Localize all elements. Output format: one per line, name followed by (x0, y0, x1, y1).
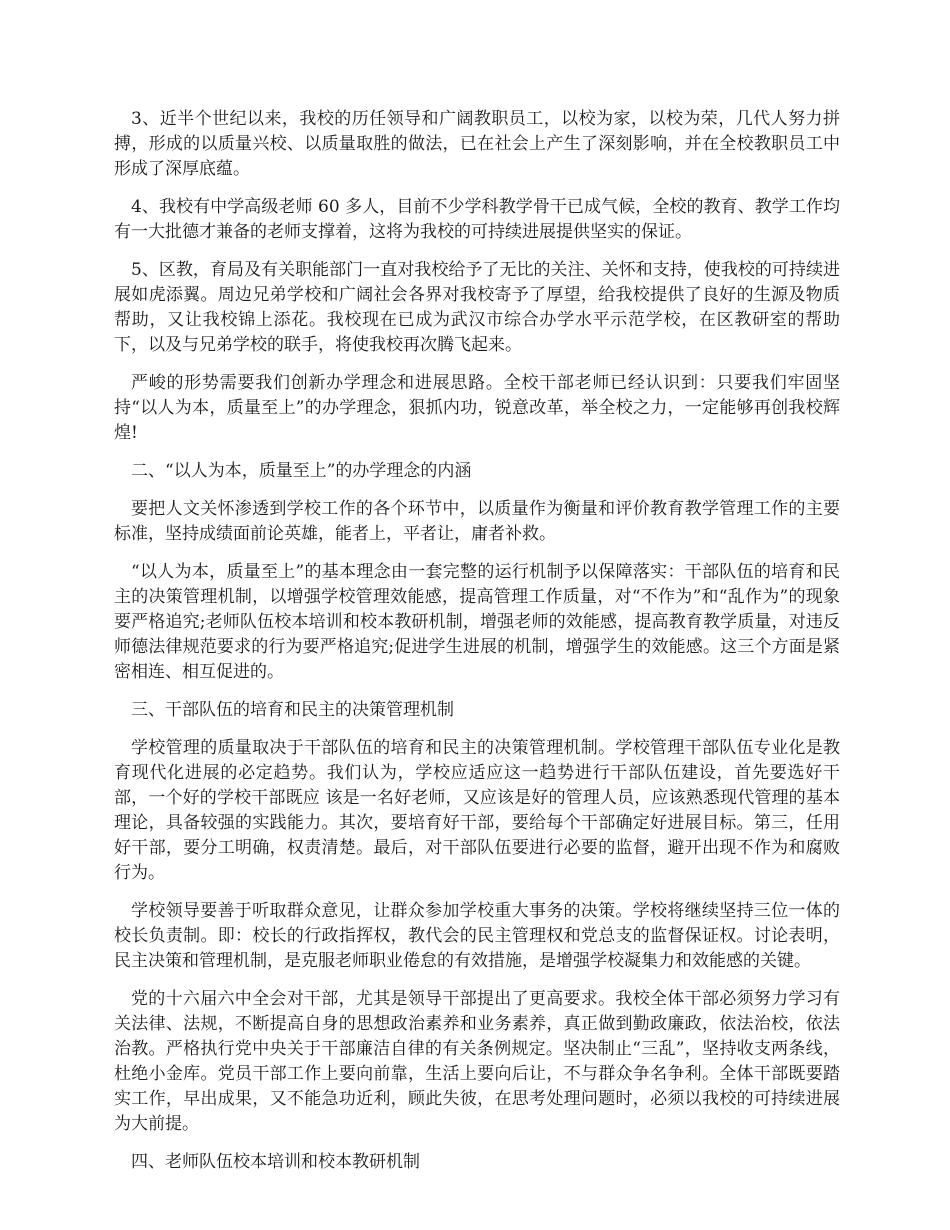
paragraph-party-requirements: 党的十六届六中全会对干部，尤其是领导干部提出了更高要求。我校全体干部必须努力学习有关法律、法规，不断提高自身的思想政治素养和业务素养，真正做到勤政廉政，依法治校，依法治教。严格执行党中央关于干部廉洁自律的有关条例规定。坚决制止“三乱”，坚持收支两条线，杜绝小金库。党员干部工作上要向前靠，生活上要向后让，不与群众争名争利。全体干部既要踏实工作，早出成果，又不能急功近利，顾此失彼，在思考处理问题时，必须以我校的可持续进展为大前提。 (114, 989, 840, 1134)
paragraph-point-3: 3、近半个世纪以来，我校的历任领导和广阔教职员工，以校为家，以校为荣，几代人努力拼搏，形成的以质量兴校、以质量取胜的做法，已在社会上产生了深刻影响，并在全校教职员工中形成了深厚底蕴。 (114, 109, 840, 179)
paragraph-core-concept: “以人为本，质量至上”的基本理念由一套完整的运行机制予以保障落实：干部队伍的培育和民主的决策管理机制，以增强学校管理效能感，提高管理工作质量，对“不作为”和“乱作为”的现象要严格追究;老师队伍校本培训和校本教研机制，增强老师的效能感，提高教育教学质量，对违反师德法律规范要求的行为要严格追究;促进学生进展的机制，增强学生的效能感。这三个方面是紧密相连、相互促进的。 (114, 562, 840, 682)
paragraph-point-4: 4、我校有中学高级老师 60 多人，目前不少学科教学骨干已成气候，全校的教育、教学工作均有一大批德才兼备的老师支撑着，这将为我校的可持续进展提供坚实的保证。 (114, 197, 840, 242)
paragraph-democratic-decision: 学校领导要善于听取群众意见，让群众参加学校重大事务的决策。学校将继续坚持三位一体的校长负责制。即：校长的行政指挥权，教代会的民主管理权和党总支的监督保证权。讨论表明，民主决策和管理机制，是克服老师职业倦怠的有效措施，是增强学校凝集力和效能感的关键。 (114, 901, 840, 971)
paragraph-humanistic-care: 要把人文关怀渗透到学校工作的各个环节中，以质量作为衡量和评价教育教学管理工作的主要标准，坚持成绩面前论英雄，能者上，平者让，庸者补救。 (114, 499, 840, 544)
section-heading-2: 二、“以人为本，质量至上”的办学理念的内涵 (131, 461, 472, 481)
paragraph-situation: 严峻的形势需要我们创新办学理念和进展思路。全校干部老师已经认识到：只要我们牢固坚持“以人为本，质量至上”的办学理念，狠抓内功，锐意改革，举全校之力，一定能够再创我校辉煌! (114, 373, 840, 443)
document-page (114, 107, 840, 1188)
paragraph-point-5: 5、区教，育局及有关职能部门一直对我校给予了无比的关注、关怀和支持，使我校的可持续进展如虎添翼。周边兄弟学校和广阔社会各界对我校寄予了厚望，给我校提供了良好的生源及物质帮助，又让我校锦上添花。我校现在已成为武汉市综合办学水平示范学校，在区教研室的帮助下，以及与兄弟学校的联手，将使我校再次腾飞起来。 (114, 260, 840, 355)
paragraph-cadre-team: 学校管理的质量取决于干部队伍的培育和民主的决策管理机制。学校管理干部队伍专业化是教育现代化进展的必定趋势。我们认为，学校应适应这一趋势进行干部队伍建设，首先要选好干部，一个好的学校干部既应 该是一名好老师，又应该是好的管理人员，应该熟悉现代管理的基本理论，具备较强的实践能力。其次，要培育好干部，要给每个干部确定好进展目标。第三，任用好干部，要分工明确，权责清楚。最后，对干部队伍要进行必要的监督，避开出现不作为和腐败行为。 (114, 738, 840, 883)
section-heading-4: 四、老师队伍校本培训和校本教研机制 (131, 1152, 420, 1172)
section-heading-3: 三、干部队伍的培育和民主的决策管理机制 (131, 700, 454, 720)
